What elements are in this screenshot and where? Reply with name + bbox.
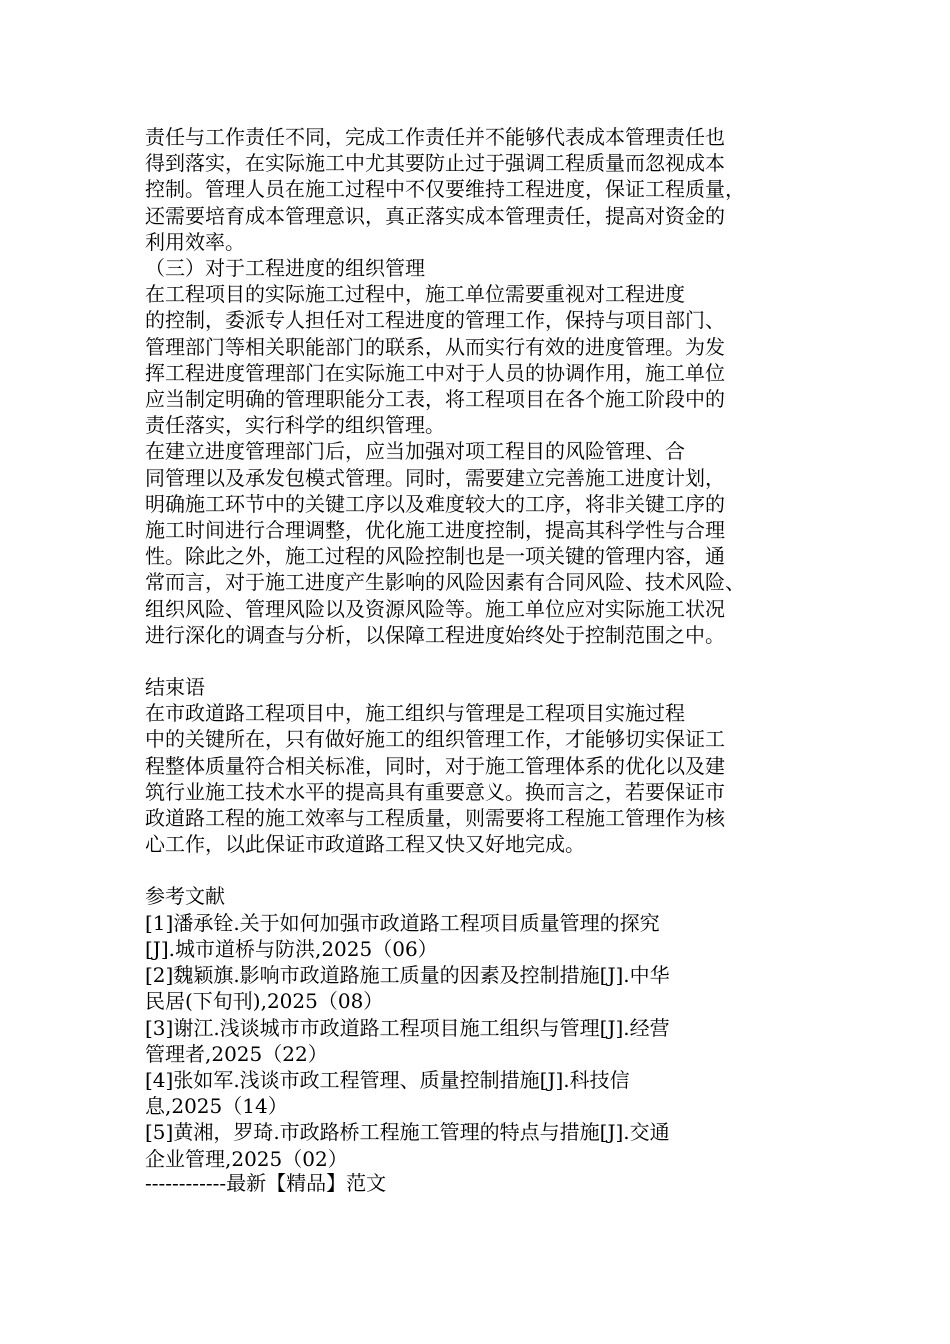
references-heading: 参考文献 bbox=[145, 884, 225, 909]
reference-item: [3]谢江.浅谈城市市政道路工程项目施工组织与管理[J].经营 管理者,2025（22） bbox=[145, 1015, 670, 1066]
section-paragraph: 在工程项目的实际施工过程中，施工单位需要重视对工程进度 的控制，委派专人担任对工程进度的管理工作，保持与项目部门、 管理部门等相关职能部门的联系，从而实行有效的进度管理。为发 挥工程进度管理部门在实际施工中对于人员的协调作用，施工单位 应当制定明确的管理职能分工表，将工程项目在各个施工阶段中的 责任落实，实行科学的组织管理。 bbox=[145, 282, 725, 438]
conclusion-heading: 结束语 bbox=[145, 675, 205, 700]
spacer bbox=[145, 857, 805, 883]
spacer bbox=[145, 648, 805, 674]
document-body bbox=[145, 124, 805, 1172]
conclusion-paragraph: 在市政道路工程项目中，施工组织与管理是工程项目实施过程 中的关键所在，只有做好施工的组织管理工作，才能够切实保证工 程整体质量符合相关标准，同时，对于施工管理体系的优化以及建 筑行业施工技术水平的提高具有重要意义。换而言之，若要保证市 政道路工程的施工效率与工程质量，则需要将工程施工管理作为核 心工作，以此保证市政道路工程又快又好地完成。 bbox=[145, 701, 725, 857]
footer-banner: ------------最新【精品】范文 bbox=[145, 1171, 387, 1195]
section-paragraph: 在建立进度管理部门后，应当加强对项工程目的风险管理、合 同管理以及承发包模式管理。同时，需要建立完善施工进度计划， 明确施工环节中的关键工序以及难度较大的工序，将非关键工序的 施工时间进行合理调整，优化施工进度控制，提高其科学性与合理 性。除此之外，施工过程的风险控制也是一项关键的管理内容，通 常而言，对于施工进度产生影响的风险因素有合同风险、技术风险、 组织风险、管理风险以及资源风险等。施工单位应对实际施工状况 进行深化的调查与分析，以保障工程进度始终处于控制范围之中。 bbox=[145, 439, 745, 647]
reference-item: [5]黄湘，罗琦.市政路桥工程施工管理的特点与措施[J].交通 企业管理,2025（02） bbox=[145, 1120, 670, 1171]
paragraph-continued: 责任与工作责任不同，完成工作责任并不能够代表成本管理责任也 得到落实，在实际施工中尤其要防止过于强调工程质量而忽视成本 控制。管理人员在施工过程中不仅要维持工程进度，保证工程质量， 还需要培育成本管理意识，真正落实成本管理责任，提高对资金的 利用效率。 bbox=[145, 125, 745, 254]
section-heading: （三）对于工程进度的组织管理 bbox=[145, 256, 425, 281]
reference-item: [1]潘承铨.关于如何加强市政道路工程项目质量管理的探究 [J].城市道桥与防洪,2025（06） bbox=[145, 910, 660, 961]
references-list bbox=[145, 910, 805, 1172]
reference-item: [4]张如军.浅谈市政工程管理、质量控制措施[J].科技信 息,2025（14） bbox=[145, 1067, 630, 1119]
reference-item: [2]魏颖旗.影响市政道路施工质量的因素及控制措施[J].中华 民居(下旬刊),2025（08） bbox=[145, 963, 670, 1014]
